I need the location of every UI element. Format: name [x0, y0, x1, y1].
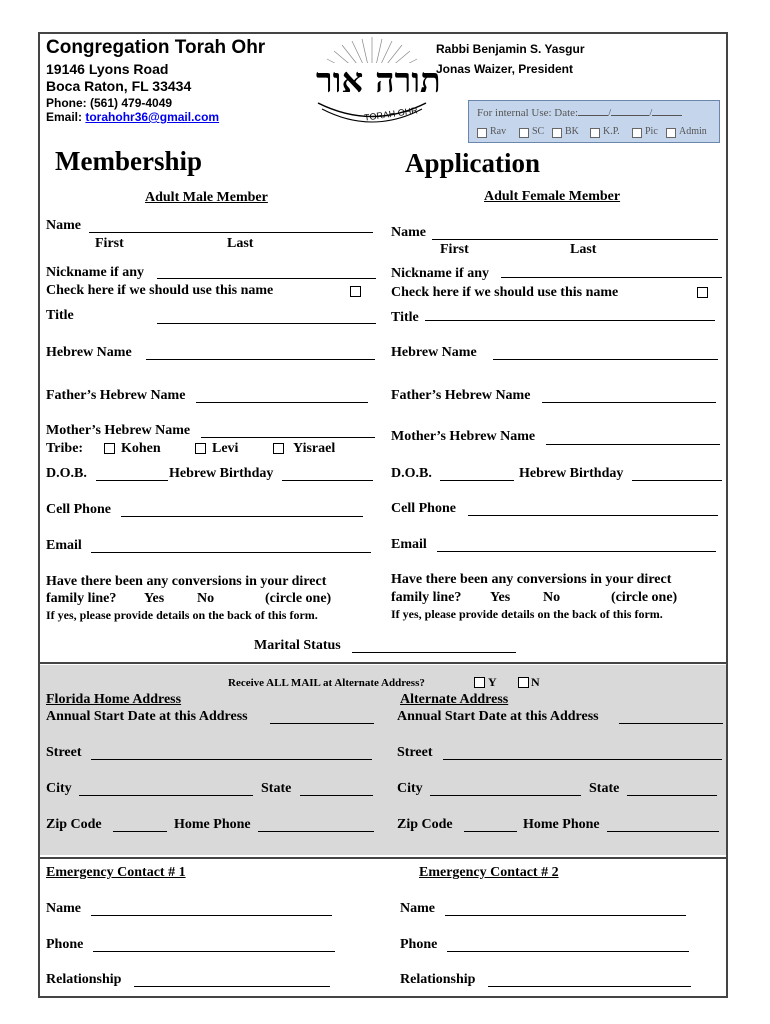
male-cell-input[interactable]: [121, 516, 363, 517]
tribe-yisrael-checkbox[interactable]: [273, 443, 284, 454]
fl-city-input[interactable]: [79, 795, 253, 796]
tribe-kohen-checkbox[interactable]: [104, 443, 115, 454]
internal-use-box: [468, 100, 720, 143]
bk-label: BK: [565, 126, 579, 137]
female-conversions-text: Have there been any conversions in your direct: [391, 572, 672, 587]
org-name: Congregation Torah Ohr: [46, 37, 266, 58]
female-name-label: Name: [391, 225, 426, 240]
male-dob-input[interactable]: [96, 480, 168, 481]
female-dob-label: D.O.B.: [391, 466, 432, 481]
male-father-hebrew-label: Father’s Hebrew Name: [46, 388, 186, 403]
female-no-option[interactable]: No: [543, 590, 561, 605]
tribe-label: Tribe:: [46, 441, 84, 456]
male-hebrew-name-label: Hebrew Name: [46, 345, 132, 360]
alt-mail-no-checkbox[interactable]: [518, 677, 529, 688]
female-circle-one-text: (circle one): [611, 590, 678, 605]
male-dob-label: D.O.B.: [46, 466, 87, 481]
ec1-relationship-input[interactable]: [134, 986, 330, 987]
female-hebrew-name-input[interactable]: [493, 359, 718, 360]
bk-checkbox[interactable]: [552, 128, 562, 138]
rabbi-name: Rabbi Benjamin S. Yasgur: [436, 42, 585, 56]
emergency-contact-1-heading: Emergency Contact # 1: [46, 865, 186, 880]
alt-start-date-input[interactable]: [619, 723, 723, 724]
female-hebrew-birthday-input[interactable]: [632, 480, 722, 481]
male-father-hebrew-input[interactable]: [196, 402, 368, 403]
fl-street-label: Street: [46, 745, 82, 760]
president-name: Jonas Waizer, President: [436, 62, 573, 76]
male-circle-one-text: (circle one): [265, 591, 332, 606]
male-hebrew-birthday-label: Hebrew Birthday: [169, 466, 274, 481]
ec2-name-label: Name: [400, 901, 435, 916]
florida-address-heading: Florida Home Address: [46, 692, 182, 707]
tribe-yisrael-label: Yisrael: [293, 441, 336, 456]
email-line: [46, 110, 219, 124]
ec2-relationship-label: Relationship: [400, 972, 476, 987]
internal-use-label: For internal Use: Date: / /: [477, 107, 682, 119]
section-divider: [38, 857, 728, 859]
female-yes-option[interactable]: Yes: [490, 590, 511, 605]
alternate-address-heading: Alternate Address: [400, 692, 509, 707]
male-use-nickname-checkbox[interactable]: [350, 286, 361, 297]
male-last-label: Last: [227, 236, 254, 251]
male-mother-hebrew-input[interactable]: [201, 437, 375, 438]
male-hebrew-name-input[interactable]: [146, 359, 375, 360]
male-name-label: Name: [46, 218, 81, 233]
rav-label: Rav: [490, 126, 507, 137]
female-hebrew-birthday-label: Hebrew Birthday: [519, 466, 624, 481]
male-hebrew-birthday-input[interactable]: [282, 480, 373, 481]
female-check-use-label: Check here if we should use this name: [391, 285, 619, 300]
sc-label: SC: [532, 126, 545, 137]
title-application: Application: [405, 148, 541, 178]
admin-checkbox[interactable]: [666, 128, 676, 138]
pic-checkbox[interactable]: [632, 128, 642, 138]
alt-home-phone-label: Home Phone: [523, 817, 600, 832]
fl-street-input[interactable]: [91, 759, 372, 760]
tribe-kohen-label: Kohen: [121, 441, 161, 456]
male-email-input[interactable]: [91, 552, 371, 553]
fl-zip-input[interactable]: [113, 831, 167, 832]
female-hebrew-name-label: Hebrew Name: [391, 345, 477, 360]
alt-street-input[interactable]: [443, 759, 722, 760]
male-nickname-input[interactable]: [157, 278, 376, 279]
female-father-hebrew-label: Father’s Hebrew Name: [391, 388, 531, 403]
male-details-note: If yes, please provide details on the back of this form.: [46, 608, 318, 622]
female-title-input[interactable]: [425, 320, 715, 321]
male-check-use-label: Check here if we should use this name: [46, 283, 274, 298]
ec2-phone-label: Phone: [400, 937, 438, 952]
ec1-name-label: Name: [46, 901, 81, 916]
title-membership: Membership: [55, 146, 202, 176]
alt-zip-input[interactable]: [464, 831, 517, 832]
tribe-levi-label: Levi: [212, 441, 239, 456]
fl-zip-label: Zip Code: [46, 817, 102, 832]
pic-label: Pic: [645, 126, 658, 137]
tribe-levi-checkbox[interactable]: [195, 443, 206, 454]
kp-checkbox[interactable]: [590, 128, 600, 138]
emergency-contact-2-heading: Emergency Contact # 2: [419, 865, 559, 880]
male-first-label: First: [95, 236, 124, 251]
male-conversions-text: Have there been any conversions in your direct: [46, 574, 327, 589]
ec1-name-input[interactable]: [91, 915, 332, 916]
email-link[interactable]: torahohr36@gmail.com: [85, 110, 220, 124]
alt-state-input[interactable]: [627, 795, 717, 796]
kp-label: K.P.: [603, 126, 620, 137]
email-label: Email:: [46, 110, 86, 124]
ec2-relationship-input[interactable]: [488, 986, 691, 987]
alt-city-input[interactable]: [430, 795, 581, 796]
female-last-label: Last: [570, 242, 597, 257]
logo-hebrew-text: תורה אור: [316, 61, 441, 101]
alt-mail-yes-label: Y: [488, 675, 497, 689]
alt-city-label: City: [397, 781, 423, 796]
rav-checkbox[interactable]: [477, 128, 487, 138]
section-divider: [38, 662, 728, 664]
alt-mail-no-label: N: [531, 675, 540, 689]
fl-home-phone-label: Home Phone: [174, 817, 251, 832]
female-details-note: If yes, please provide details on the back of this form.: [391, 607, 663, 621]
ec1-phone-input[interactable]: [93, 951, 335, 952]
receive-mail-question: Receive ALL MAIL at Alternate Address?: [228, 677, 425, 689]
male-title-input[interactable]: [157, 323, 376, 324]
fl-state-label: State: [261, 781, 292, 796]
sc-checkbox[interactable]: [519, 128, 529, 138]
female-cell-input[interactable]: [468, 515, 718, 516]
fl-start-date-label: Annual Start Date at this Address: [46, 709, 248, 724]
fl-state-input[interactable]: [300, 795, 373, 796]
ec2-phone-input[interactable]: [447, 951, 689, 952]
ec1-phone-label: Phone: [46, 937, 84, 952]
male-no-option[interactable]: No: [197, 591, 215, 606]
female-mother-hebrew-input[interactable]: [546, 444, 720, 445]
alt-mail-yes-checkbox[interactable]: [474, 677, 485, 688]
torah-ohr-logo: [312, 35, 441, 135]
female-father-hebrew-input[interactable]: [542, 402, 716, 403]
male-cell-label: Cell Phone: [46, 502, 111, 517]
female-nickname-label: Nickname if any: [391, 266, 489, 281]
alt-street-label: Street: [397, 745, 433, 760]
male-email-label: Email: [46, 538, 82, 553]
female-cell-label: Cell Phone: [391, 501, 456, 516]
female-mother-hebrew-label: Mother’s Hebrew Name: [391, 429, 536, 444]
phone-text: Phone: (561) 479-4049: [46, 96, 173, 110]
fl-city-label: City: [46, 781, 72, 796]
address-line-1: 19146 Lyons Road: [46, 61, 169, 77]
male-nickname-label: Nickname if any: [46, 265, 144, 280]
female-family-line-text: family line?: [391, 590, 462, 605]
female-nickname-input[interactable]: [501, 277, 722, 278]
female-name-input[interactable]: [432, 239, 718, 240]
marital-status-input[interactable]: [352, 652, 516, 653]
fl-start-date-input[interactable]: [270, 723, 374, 724]
female-email-input[interactable]: [437, 551, 716, 552]
male-name-input[interactable]: [89, 232, 373, 233]
male-mother-hebrew-label: Mother’s Hebrew Name: [46, 423, 191, 438]
male-family-line-text: family line?: [46, 591, 117, 606]
female-heading: Adult Female Member: [484, 189, 621, 204]
alt-start-date-label: Annual Start Date at this Address: [397, 709, 599, 724]
ec2-name-input[interactable]: [445, 915, 686, 916]
female-use-nickname-checkbox[interactable]: [697, 287, 708, 298]
ec1-relationship-label: Relationship: [46, 972, 122, 987]
female-email-label: Email: [391, 537, 427, 552]
address-line-2: Boca Raton, FL 33434: [46, 78, 192, 94]
logo-latin-text: TORAH OHR: [363, 105, 419, 123]
marital-status-label: Marital Status: [254, 638, 341, 653]
male-heading: Adult Male Member: [145, 190, 268, 205]
female-dob-input[interactable]: [440, 480, 514, 481]
male-title-label: Title: [46, 308, 74, 323]
alt-home-phone-input[interactable]: [607, 831, 719, 832]
female-title-label: Title: [391, 310, 419, 325]
admin-label: Admin: [679, 126, 707, 137]
alt-state-label: State: [589, 781, 620, 796]
male-yes-option[interactable]: Yes: [144, 591, 165, 606]
female-first-label: First: [440, 242, 469, 257]
alt-zip-label: Zip Code: [397, 817, 453, 832]
fl-home-phone-input[interactable]: [258, 831, 374, 832]
